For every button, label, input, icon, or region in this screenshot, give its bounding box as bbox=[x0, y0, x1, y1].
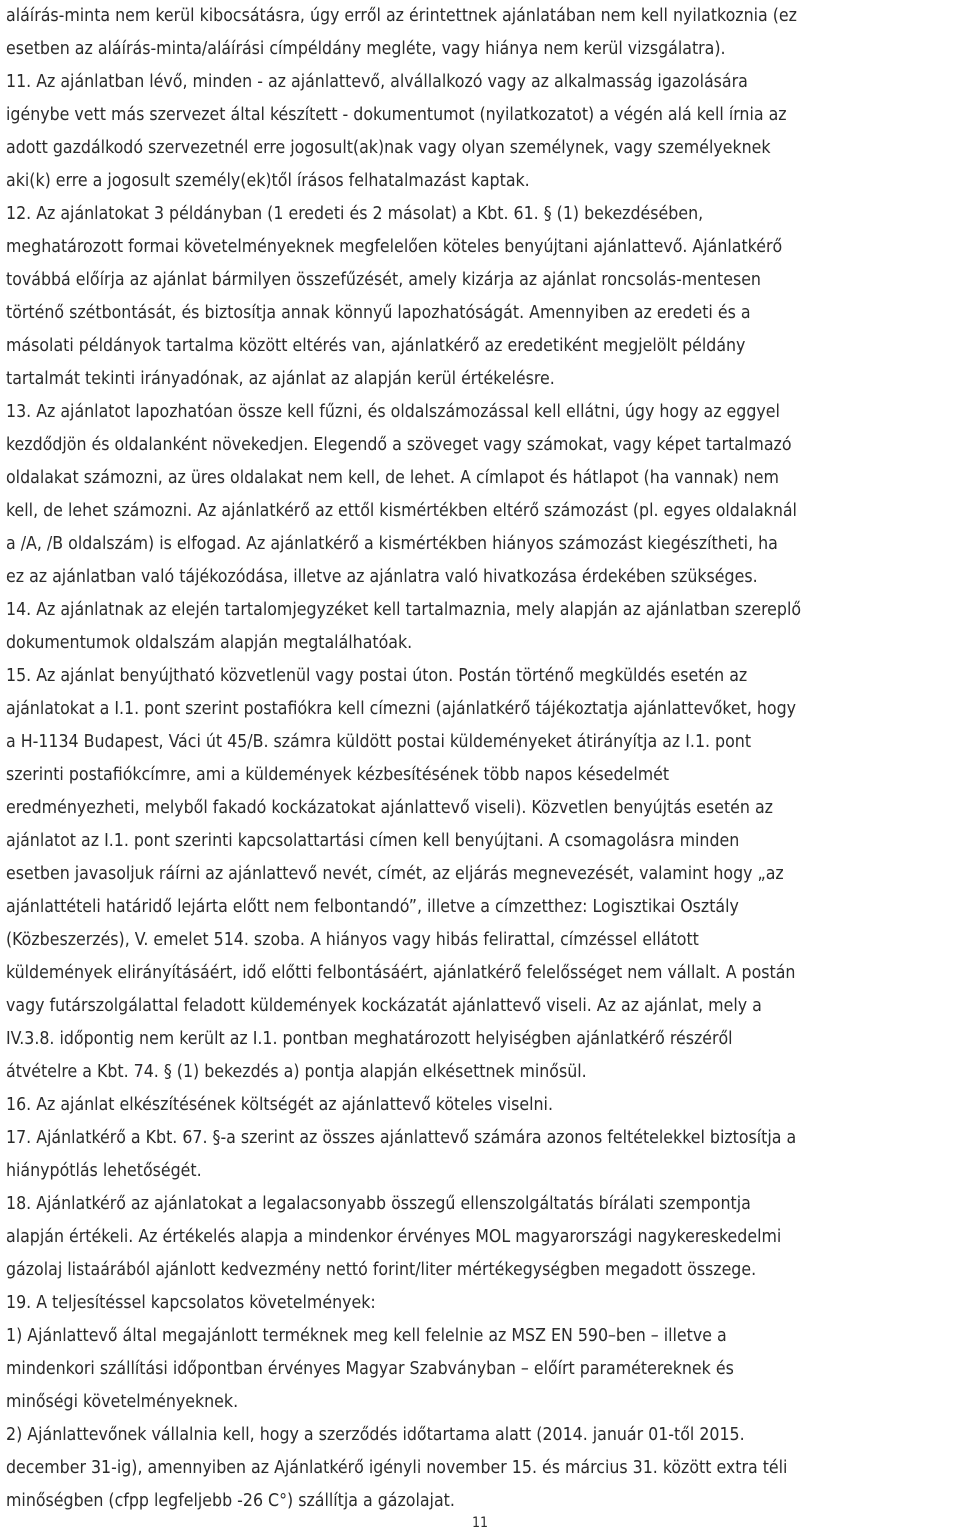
text-line: ajánlattételi határidő lejárta előtt nem felbontandó”, illetve a címzetthez: Logisztikai Osztály bbox=[6, 897, 739, 917]
text-line: 12. Az ajánlatokat 3 példányban (1 eredeti és 2 másolat) a Kbt. 61. § (1) bekezdésében, bbox=[6, 204, 704, 224]
text-line: kezdődjön és oldalanként növekedjen. Elegendő a szöveget vagy számokat, vagy képet tartalmazó bbox=[6, 435, 792, 455]
text-line: átvételre a Kbt. 74. § (1) bekezdés a) pontja alapján elkésettnek minősül. bbox=[6, 1062, 587, 1082]
text-line: ez az ajánlatban való tájékozódása, illetve az ajánlatra való hivatkozása érdekében szükséges. bbox=[6, 567, 758, 587]
document-body bbox=[6, 0, 956, 1518]
text-line: 17. Ajánlatkérő a Kbt. 67. §-a szerint az összes ajánlattevő számára azonos feltételekkel biztosítja a bbox=[6, 1128, 797, 1148]
text-line: december 31-ig), amennyiben az Ajánlatkérő igényli november 15. és március 31. között extra téli bbox=[6, 1458, 788, 1478]
text-line: ajánlatot az I.1. pont szerinti kapcsolattartási címen kell benyújtani. A csomagolásra minden bbox=[6, 831, 740, 851]
text-line: továbbá előírja az ajánlat bármilyen összefűzését, amely kizárja az ajánlat roncsolás-mentesen bbox=[6, 270, 761, 290]
text-line: vagy futárszolgálattal feladott küldemények kockázatát ajánlattevő viseli. Az az ajánlat, mely a bbox=[6, 996, 762, 1016]
text-line: meghatározott formai követelményeknek megfelelően köteles benyújtani ajánlattevő. Ajánlatkérő bbox=[6, 237, 783, 257]
text-line: 2) Ajánlattevőnek vállalnia kell, hogy a szerződés időtartama alatt (2014. január 01-től 2015. bbox=[6, 1425, 745, 1445]
text-line: esetben az aláírás-minta/aláírási címpéldány megléte, vagy hiánya nem kerül vizsgálatra). bbox=[6, 39, 726, 59]
text-line: 15. Az ajánlat benyújtható közvetlenül vagy postai úton. Postán történő megküldés esetén az bbox=[6, 666, 748, 686]
text-line: (Közbeszerzés), V. emelet 514. szoba. A hiányos vagy hibás felirattal, címzéssel ellátott bbox=[6, 930, 699, 950]
text-line: minőségben (cfpp legfeljebb -26 C°) szállítja a gázolajat. bbox=[6, 1491, 455, 1511]
text-line: másolati példányok tartalma között eltérés van, ajánlatkérő az eredetiként megjelölt példány bbox=[6, 336, 746, 356]
text-line: a H-1134 Budapest, Váci út 45/B. számra küldött postai küldeményeket átirányítja az I.1. pont bbox=[6, 732, 752, 752]
text-line: igénybe vett más szervezet által készített - dokumentumot (nyilatkozatot) a végén alá kell írnia az bbox=[6, 105, 787, 125]
text-line: hiánypótlás lehetőségét. bbox=[6, 1161, 202, 1181]
text-line: 19. A teljesítéssel kapcsolatos követelmények: bbox=[6, 1293, 376, 1313]
text-line: kell, de lehet számozni. Az ajánlatkérő az ettől kismértékben eltérő számozást (pl. egyes oldalaknál bbox=[6, 501, 797, 521]
text-line: IV.3.8. időpontig nem került az I.1. pontban meghatározott helyiségben ajánlatkérő részéről bbox=[6, 1029, 733, 1049]
text-line: dokumentumok oldalszám alapján megtalálhatóak. bbox=[6, 633, 413, 653]
text-line: történő szétbontását, és biztosítja annak könnyű lapozhatóságát. Amennyiben az eredeti és a bbox=[6, 303, 751, 323]
text-line: esetben javasoljuk ráírni az ajánlattevő nevét, címét, az eljárás megnevezését, valamint hogy „az bbox=[6, 864, 784, 884]
text-line: 18. Ajánlatkérő az ajánlatokat a legalacsonyabb összegű ellenszolgáltatás bírálati szempontja bbox=[6, 1194, 751, 1214]
text-line: tartalmát tekinti irányadónak, az ajánlat az alapján kerül értékelésre. bbox=[6, 369, 555, 389]
text-line: a /A, /B oldalszám) is elfogad. Az ajánlatkérő a kismértékben hiányos számozást kiegészítheti, ha bbox=[6, 534, 778, 554]
text-line: alapján értékeli. Az értékelés alapja a mindenkor érvényes MOL magyarországi nagykereskedelmi bbox=[6, 1227, 782, 1247]
text-line: aki(k) erre a jogosult személy(ek)től írásos felhatalmazást kaptak. bbox=[6, 171, 530, 191]
text-line: szerinti postafiókcímre, ami a küldemények kézbesítésének több napos késedelmét bbox=[6, 765, 670, 785]
text-line: küldemények elirányításáért, idő előtti felbontásáért, ajánlatkérő felelősséget nem vállalt. A postán bbox=[6, 963, 796, 983]
text-line: adott gazdálkodó szervezetnél erre jogosult(ak)nak vagy olyan személynek, vagy személyeknek bbox=[6, 138, 771, 158]
text-line: ajánlatokat a I.1. pont szerint postafiókra kell címezni (ajánlatkérő tájékoztatja ajánlattevőket, hogy bbox=[6, 699, 797, 719]
text-line: 11. Az ajánlatban lévő, minden - az ajánlattevő, alvállalkozó vagy az alkalmasság igazolására bbox=[6, 72, 748, 92]
text-line: gázolaj listaárából ajánlott kedvezmény nettó forint/liter mértékegységben megadott összege. bbox=[6, 1260, 757, 1280]
text-line: 14. Az ajánlatnak az elején tartalomjegyzéket kell tartalmaznia, mely alapján az ajánlatban szereplő bbox=[6, 600, 802, 620]
page-number: 11 bbox=[471, 1515, 489, 1531]
text-line: 1) Ajánlattevő által megajánlott terméknek meg kell felelnie az MSZ EN 590–ben – illetve a bbox=[6, 1326, 727, 1346]
text-line: aláírás-minta nem kerül kibocsátásra, úgy erről az érintettnek ajánlatában nem kell nyilatkoznia (ez bbox=[6, 6, 797, 26]
text-line: minőségi követelményeknek. bbox=[6, 1392, 239, 1412]
text-line: oldalakat számozni, az üres oldalakat nem kell, de lehet. A címlapot és hátlapot (ha vannak) nem bbox=[6, 468, 779, 488]
text-line: 13. Az ajánlatot lapozhatóan össze kell fűzni, és oldalszámozással kell ellátni, úgy hogy az eggyel bbox=[6, 402, 780, 422]
text-line: mindenkori szállítási időpontban érvényes Magyar Szabványban – előírt paramétereknek és bbox=[6, 1359, 734, 1379]
text-line: 16. Az ajánlat elkészítésének költségét az ajánlattevő köteles viselni. bbox=[6, 1095, 553, 1115]
text-line: eredményezheti, melyből fakadó kockázatokat ajánlattevő viseli). Közvetlen benyújtás esetén az bbox=[6, 798, 773, 818]
